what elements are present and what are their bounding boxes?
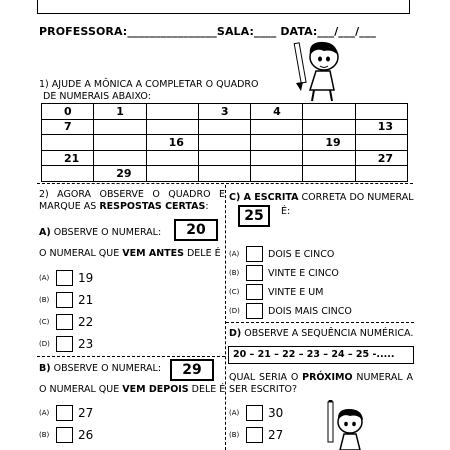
option-value: DOIS MAIS CINCO [268,305,352,317]
grid-row [42,135,408,151]
grid-cell[interactable] [146,166,198,182]
grid-cell[interactable] [303,104,355,120]
grid-cell[interactable] [303,166,355,182]
option-letter: (A) [39,274,50,282]
option-value: VINTE E CINCO [268,267,339,279]
grid-row [42,104,408,120]
qc-is: É: [281,206,291,217]
option-row[interactable] [39,336,93,352]
answer-checkbox[interactable] [56,270,73,286]
data-blank[interactable]: ___/___/___ [317,25,377,38]
q2a-question: O NUMERAL QUE VEM ANTES DELE É [39,248,221,259]
answer-checkbox[interactable] [56,292,73,308]
grid-cell[interactable] [198,150,250,166]
professora-blank[interactable]: ________________ [127,25,217,38]
qd-label: D) OBSERVE A SEQUÊNCIA NUMÉRICA. [229,328,414,339]
q2b-label: B) OBSERVE O NUMERAL: [39,363,162,374]
grid-cell: 13 [355,119,407,135]
grid-cell: 16 [146,135,198,151]
grid-cell: 4 [251,104,303,120]
answer-checkbox[interactable] [56,336,73,352]
option-row[interactable] [39,405,93,421]
option-value: 30 [268,406,284,420]
grid-cell[interactable] [146,119,198,135]
grid-cell: 29 [94,166,146,182]
grid-cell[interactable] [42,166,94,182]
answer-checkbox[interactable] [246,405,263,421]
option-letter: (C) [229,288,240,296]
option-letter: (D) [39,340,50,348]
grid-cell: 27 [355,150,407,166]
numeral-grid [41,103,408,182]
separator-top [37,183,413,184]
option-value: 23 [78,337,94,351]
option-value: 21 [78,293,94,307]
grid-cell[interactable] [94,119,146,135]
grid-cell[interactable] [251,166,303,182]
option-row[interactable] [229,265,339,281]
grid-cell[interactable] [198,119,250,135]
grid-row [42,150,408,166]
answer-checkbox[interactable] [246,427,263,443]
grid-row [42,166,408,182]
option-letter: (B) [39,296,50,304]
grid-cell: 21 [42,150,94,166]
option-letter: (B) [229,431,240,439]
sala-label: SALA: [216,25,254,38]
monica-illustration [290,35,350,105]
option-row[interactable] [39,314,93,330]
monica-illustration-bottom [322,400,372,450]
grid-cell: 19 [303,135,355,151]
grid-cell[interactable] [355,166,407,182]
q2a-label: A) OBSERVE O NUMERAL: [39,227,162,238]
grid-cell: 7 [42,119,94,135]
grid-cell[interactable] [251,119,303,135]
option-letter: (C) [39,318,50,326]
option-letter: (B) [39,431,50,439]
q2a-number: 20 [174,219,218,241]
grid-cell[interactable] [251,135,303,151]
sala-blank[interactable]: ____ [253,25,277,38]
option-value: 27 [268,428,284,442]
option-value: DOIS E CINCO [268,248,335,260]
q2b-number: 29 [170,359,214,381]
option-value: 19 [78,271,94,285]
professora-label: PROFESSORA: [39,25,128,38]
grid-cell[interactable] [94,150,146,166]
grid-cell[interactable] [94,135,146,151]
grid-cell[interactable] [303,119,355,135]
question-1 [39,79,258,103]
q1-line2: DE NUMERAIS ABAIXO: [43,91,151,102]
answer-checkbox[interactable] [246,246,263,262]
grid-row [42,119,408,135]
grid-cell[interactable] [198,166,250,182]
option-value: 22 [78,315,94,329]
separator-right [226,322,414,323]
qd-question: QUAL SERIA O PRÓXIMO NUMERAL A SER ESCRITO? [229,372,413,395]
q2-intro: 2) AGORA OBSERVE O QUADRO E MARQUE AS RESPOSTAS CERTAS: [39,189,225,212]
option-row[interactable] [229,246,334,262]
qc-label: C) A ESCRITA CORRETA DO NUMERAL [229,192,414,203]
grid-cell[interactable] [42,135,94,151]
option-row[interactable] [229,284,323,300]
grid-cell[interactable] [198,135,250,151]
option-row[interactable] [39,292,93,308]
grid-cell[interactable] [303,150,355,166]
data-label: DATA: [280,25,318,38]
grid-cell[interactable] [355,104,407,120]
option-row[interactable] [39,270,93,286]
answer-checkbox[interactable] [246,303,263,319]
grid-cell[interactable] [355,135,407,151]
option-row[interactable] [229,405,283,421]
grid-cell: 1 [94,104,146,120]
option-row[interactable] [229,303,352,319]
option-value: VINTE E UM [268,286,324,298]
option-row[interactable] [39,427,93,443]
answer-checkbox[interactable] [246,284,263,300]
qd-sequence: 20 – 21 – 22 – 23 – 24 – 25 -..... [228,346,414,364]
grid-cell[interactable] [251,150,303,166]
q2b-question: O NUMERAL QUE VEM DEPOIS DELE É [39,384,226,395]
option-letter: (B) [229,269,240,277]
answer-checkbox[interactable] [56,314,73,330]
answer-checkbox[interactable] [56,427,73,443]
top-box [37,0,410,14]
option-letter: (A) [39,409,50,417]
option-letter: (A) [229,250,240,258]
option-letter: (A) [229,409,240,417]
grid-cell[interactable] [146,150,198,166]
grid-cell[interactable] [146,104,198,120]
separator-left [37,356,225,357]
option-row[interactable] [229,427,283,443]
answer-checkbox[interactable] [56,405,73,421]
answer-checkbox[interactable] [246,265,263,281]
option-letter: (D) [229,307,240,315]
grid-cell: 3 [198,104,250,120]
option-value: 26 [78,428,94,442]
option-value: 27 [78,406,94,420]
qc-number: 25 [238,205,270,227]
separator-vertical [225,185,226,450]
q1-line1: 1) AJUDE A MÔNICA A COMPLETAR O QUADRO [39,79,259,90]
grid-cell: 0 [42,104,94,120]
